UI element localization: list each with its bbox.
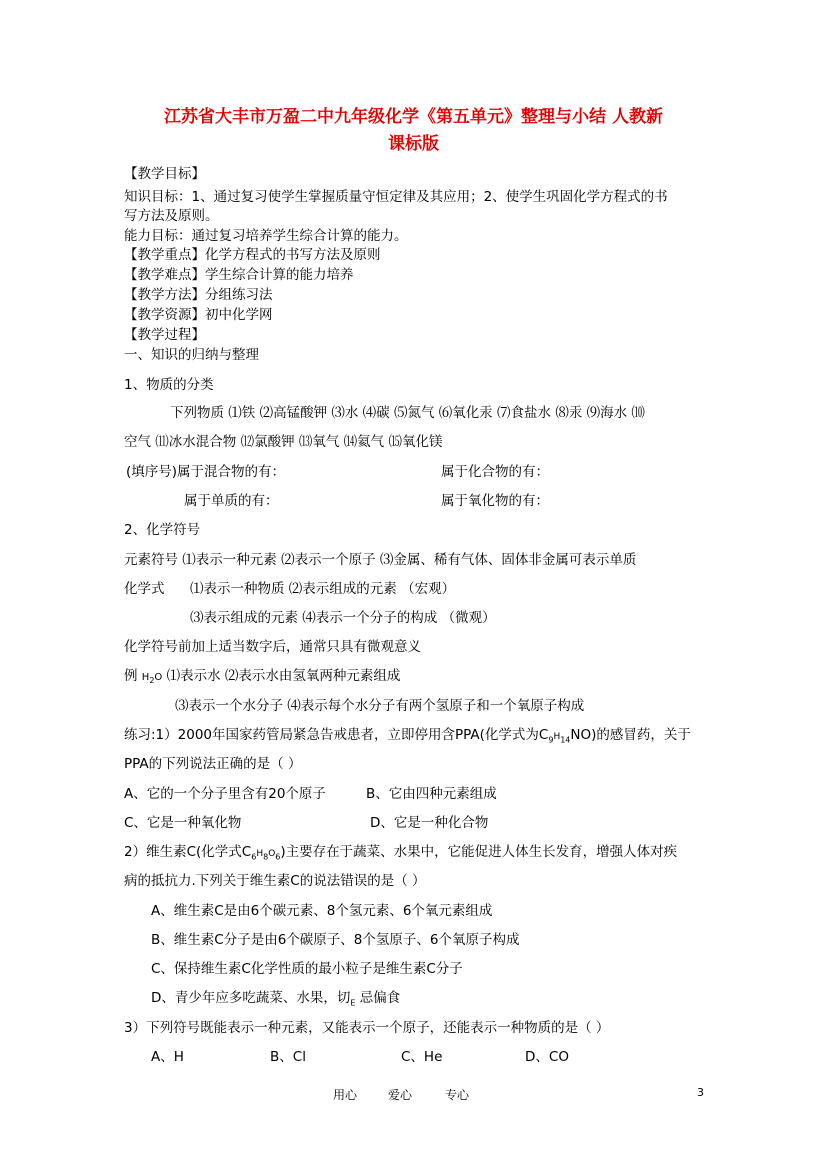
footer-motto-2: 爱心 xyxy=(388,1088,413,1102)
question-3-option-d: D、CO xyxy=(525,1049,569,1065)
question-3: 3）下列符号既能表示一种元素，又能表示一个原子，还能表示一种物质的是（ ） xyxy=(124,1020,610,1036)
substance-list-line-2: 空气 ⑾冰水混合物 ⑿氯酸钾 ⒀氧气 ⒁氦气 ⒂氧化镁 xyxy=(124,434,443,450)
formula-macro-meaning: ⑴表示一种物质 ⑵表示组成的元素 （宏观） xyxy=(190,581,456,597)
question-3-option-b: B、Cl xyxy=(270,1049,306,1065)
example-label: 例 xyxy=(124,668,138,684)
question-1-option-d: D、它是一种化合物 xyxy=(370,815,489,831)
prefix-number-note: 化学符号前加上适当数字后，通常只具有微观意义 xyxy=(124,639,421,655)
question-2-line-1: 2）维生素C(化学式$C_6H_8O_6$)主要存在于蔬菜、水果中，它能促进人体生长发育，增强人体对疾 xyxy=(124,844,678,862)
goal-heading: 【教学目标】 xyxy=(124,166,205,182)
question-2-line-2: 病的抵抗力.下列关于维生素C的说法错误的是（ ） xyxy=(124,873,426,889)
teaching-method: 【教学方法】分组练习法 xyxy=(124,287,273,303)
difficulty: 【教学难点】学生综合计算的能力培养 xyxy=(124,267,354,283)
question-3-option-c: C、He xyxy=(401,1049,443,1065)
teaching-process: 【教学过程】 xyxy=(124,327,205,343)
knowledge-goal-line-1: 知识目标：1、通过复习使学生掌握质量守恒定律及其应用；2、使学生巩固化学方程式的书 xyxy=(124,189,668,205)
oxide-prompt: 属于氧化物的有： xyxy=(441,493,549,509)
question-1-line-2: PPA的下列说法正确的是（ ） xyxy=(124,756,302,772)
knowledge-goal-line-2: 写方法及原则。 xyxy=(124,208,219,224)
teaching-resource: 【教学资源】初中化学网 xyxy=(124,307,273,323)
question-2-option-d: D、青少年应多吃蔬菜、水果，切$_E$ 忌偏食 xyxy=(151,990,401,1008)
water-example-line-2: ⑶表示一个水分子 ⑷表示每个水分子有两个氢原子和一个氧原子构成 xyxy=(175,698,585,714)
water-example-line-1 xyxy=(124,667,400,690)
water-formula: $H_2O$ xyxy=(141,672,163,685)
title-line-1: 江苏省大丰市万盈二中九年级化学《第五单元》整理与小结 人教新 xyxy=(164,107,663,127)
question-2-option-b: B、维生素C分子是由6个碳原子、8个氢原子、6个氧原子构成 xyxy=(151,932,520,948)
classification-heading: 1、物质的分类 xyxy=(124,377,214,393)
key-point: 【教学重点】化学方程式的书写方法及原则 xyxy=(124,247,381,263)
question-2-option-c: C、保持维生素C化学性质的最小粒子是维生素C分子 xyxy=(151,961,463,977)
water-example-meaning-1: ⑴表示水 ⑵表示水由氢氧两种元素组成 xyxy=(166,668,401,684)
question-1-line-1: 练习:1）2000年国家药管局紧急告戒患者，立即停用含PPA(化学式为$C_9H_{14}NO$)的感冒药，关于 xyxy=(124,727,691,745)
footer-motto-3: 专心 xyxy=(445,1088,470,1102)
question-2-option-a: A、维生素C是由6个碳元素、8个氢元素、6个氧元素组成 xyxy=(151,903,493,919)
formula-label: 化学式 xyxy=(124,581,165,597)
formula-micro-meaning: ⑶表示组成的元素 ⑷表示一个分子的构成 （微观） xyxy=(190,610,496,626)
element-symbol-meaning: 元素符号 ⑴表示一种元素 ⑵表示一个原子 ⑶金属、稀有气体、固体非金属可表示单质 xyxy=(124,552,637,568)
ability-goal: 能力目标：通过复习培养学生综合计算的能力。 xyxy=(124,228,408,244)
question-1-option-c: C、它是一种氧化物 xyxy=(124,815,242,831)
question-1-option-b: B、它由四种元素组成 xyxy=(366,786,497,802)
question-3-option-a: A、H xyxy=(151,1049,184,1065)
substance-list-line-1: 下列物质 ⑴铁 ⑵高锰酸钾 ⑶水 ⑷碳 ⑸氮气 ⑹氧化汞 ⑺食盐水 ⑻汞 ⑼海水 ⑽ xyxy=(170,405,645,421)
page-number: 3 xyxy=(697,1086,704,1099)
mixture-prompt: (填序号)属于混合物的有： xyxy=(126,464,286,480)
title-line-2: 课标版 xyxy=(388,134,439,154)
document-title xyxy=(100,104,727,158)
question-1-option-a: A、它的一个分子里含有20个原子 xyxy=(124,786,326,802)
compound-prompt: 属于化合物的有： xyxy=(441,464,549,480)
chemical-symbols-heading: 2、化学符号 xyxy=(124,522,201,538)
element-substance-prompt: 属于单质的有： xyxy=(184,493,279,509)
section-1-heading: 一、知识的归纳与整理 xyxy=(124,347,259,363)
footer-motto-1: 用心 xyxy=(333,1088,358,1102)
